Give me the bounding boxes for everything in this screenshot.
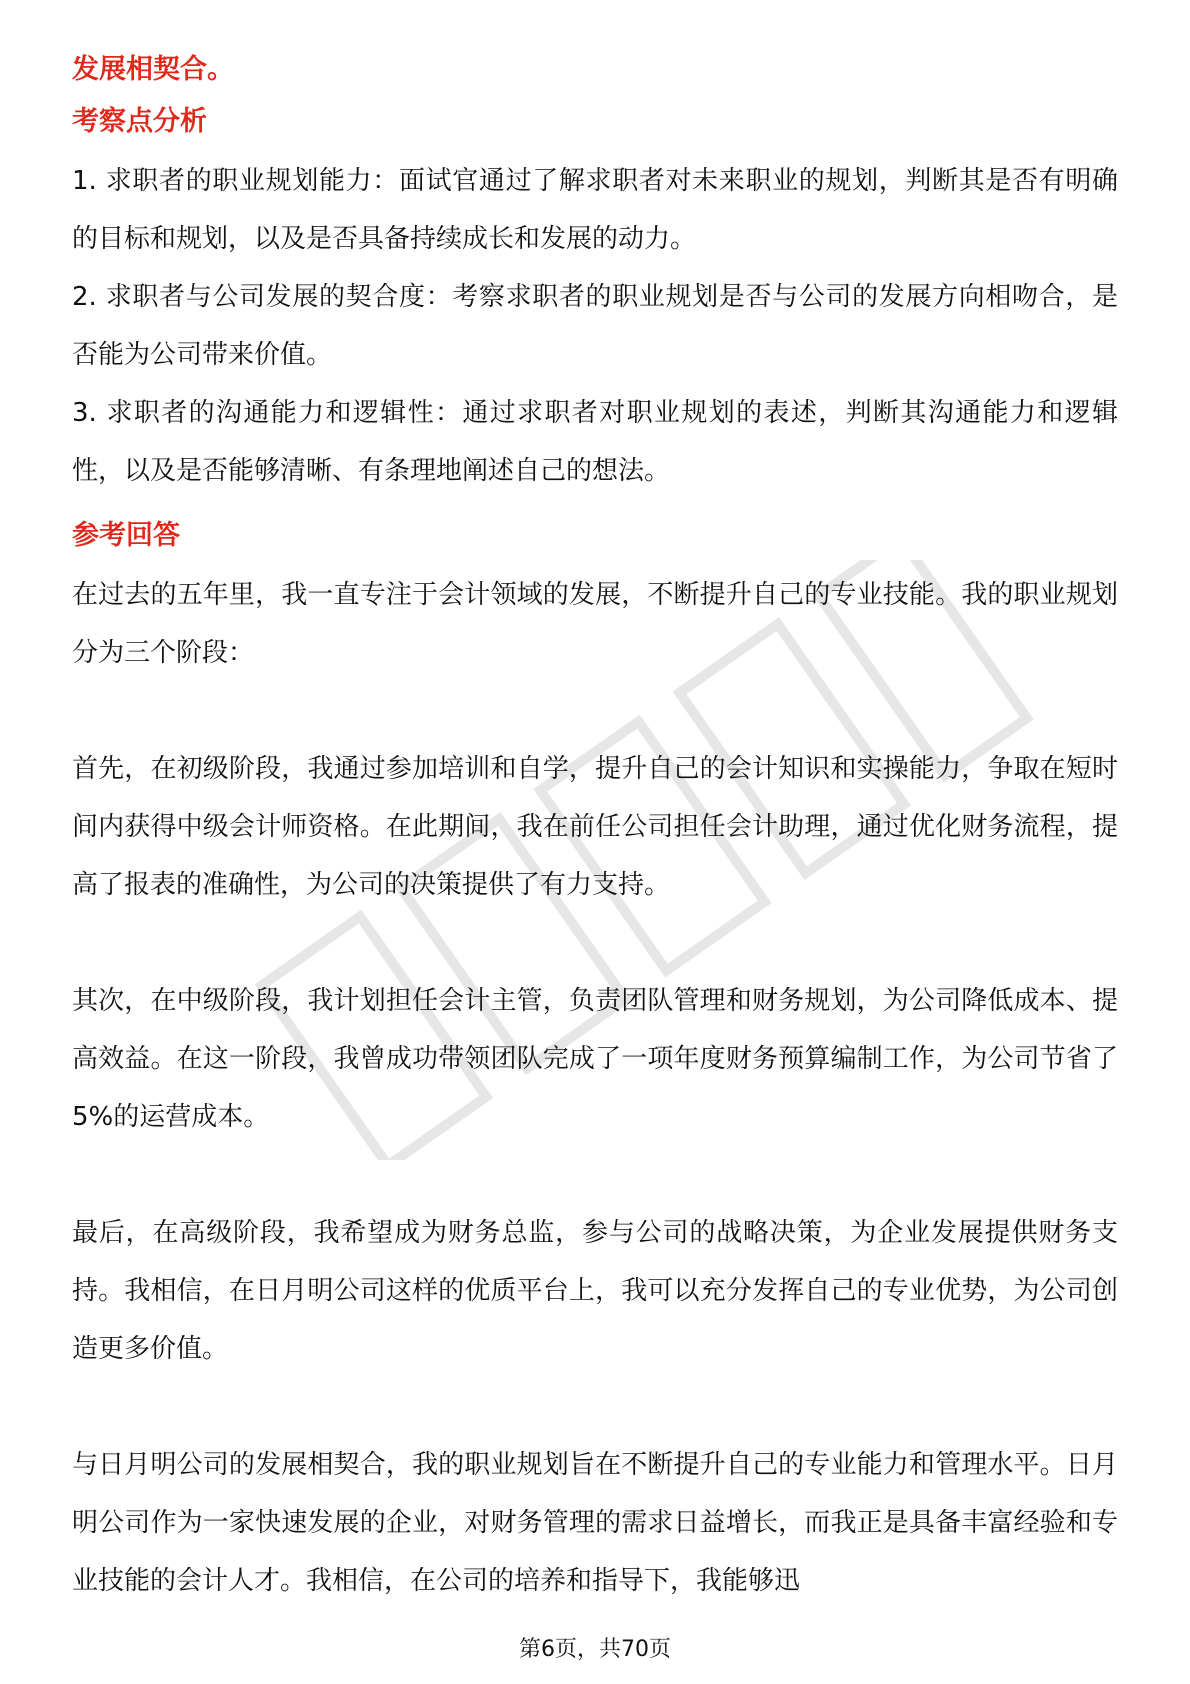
section-title-answer: 参考回答 bbox=[72, 520, 180, 551]
document-page bbox=[72, 48, 1118, 1610]
analysis-item: 1. 求职者的职业规划能力：面试官通过了解求职者对未来职业的规划，判断其是否有明确的目标和规划，以及是否具备持续成长和发展的动力。 bbox=[72, 166, 1118, 254]
intro-line: 发展相契合。 bbox=[72, 54, 234, 85]
analysis-item: 3. 求职者的沟通能力和逻辑性：通过求职者对职业规划的表述，判断其沟通能力和逻辑性，以及是否能够清晰、有条理地阐述自己的想法。 bbox=[72, 398, 1118, 486]
analysis-item: 2. 求职者与公司发展的契合度：考察求职者的职业规划是否与公司的发展方向相吻合，是否能为公司带来价值。 bbox=[72, 282, 1118, 370]
answer-paragraph: 与日月明公司的发展相契合，我的职业规划旨在不断提升自己的专业能力和管理水平。日月明公司作为一家快速发展的企业，对财务管理的需求日益增长，而我正是具备丰富经验和专业技能的会计人才。我相信，在公司的培养和指导下，我能够迅 bbox=[72, 1450, 1118, 1596]
answer-paragraph: 其次，在中级阶段，我计划担任会计主管，负责团队管理和财务规划，为公司降低成本、提高效益。在这一阶段，我曾成功带领团队完成了一项年度财务预算编制工作，为公司节省了5%的运营成本。 bbox=[72, 986, 1118, 1132]
answer-paragraph: 最后，在高级阶段，我希望成为财务总监，参与公司的战略决策，为企业发展提供财务支持。我相信，在日月明公司这样的优质平台上，我可以充分发挥自己的专业优势，为公司创造更多价值。 bbox=[72, 1218, 1118, 1364]
section-title-analysis: 考察点分析 bbox=[72, 106, 207, 137]
page-number: 第6页，共70页 bbox=[519, 1637, 671, 1662]
answer-paragraph: 首先，在初级阶段，我通过参加培训和自学，提升自己的会计知识和实操能力，争取在短时间内获得中级会计师资格。在此期间，我在前任公司担任会计助理，通过优化财务流程，提高了报表的准确性，为公司的决策提供了有力支持。 bbox=[72, 754, 1118, 900]
answer-paragraph: 在过去的五年里，我一直专注于会计领域的发展，不断提升自己的专业技能。我的职业规划分为三个阶段： bbox=[72, 580, 1118, 668]
